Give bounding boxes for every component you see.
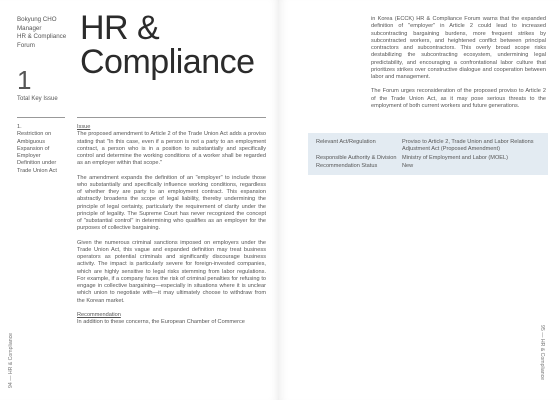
- table-value: New: [402, 163, 414, 169]
- issue-count: 1: [17, 65, 32, 95]
- issue-paragraph: The proposed amendment to Article 2 of the Trade Union Act adds a proviso stating that "In this case, even if a person is not a party to an employment contract, a person who is in a position to substantially and specifically control and determine the working conditions of a worker shall be regarded as an employer within that scope.": [77, 131, 266, 167]
- page-footer-left: 94 — HR & Compliance: [8, 332, 14, 388]
- table-value: Ministry of Employment and Labor (MOEL): [402, 155, 509, 161]
- item-number: 1.: [17, 124, 22, 130]
- author-name: Bokyung CHO: [17, 16, 57, 23]
- table-key: Recommendation Status: [316, 163, 378, 169]
- left-page: [0, 0, 279, 400]
- divider-left: [17, 117, 65, 118]
- issue-paragraph: The amendment expands the definition of an "employer" to include those who substantially and specifically influence working conditions, regardless of whether they are party to an employment contract. This expansion abstractly broadens the scope of legal liability, thereby undermining the principle of legal certainty, particularly the requirement of clarity under the principle of legality. The Supreme Court has never recognized the concept of "substantial control" in determining who qualifies as an employer for the purposes of collective bargaining.: [77, 174, 266, 232]
- issue-body: [77, 124, 266, 333]
- forum-name-line2: Forum: [17, 41, 35, 49]
- summary-table: [308, 133, 548, 175]
- recommendation-continued: [371, 16, 546, 117]
- right-page: [279, 0, 559, 400]
- issue-paragraph: Given the numerous criminal sanctions imposed on employers under the Trade Union Act, this vague and expanded definition may treat business operators as potential criminals and significantly discourage business activity. The impact is particularly severe for foreign-invested companies, which are highly sensitive to legal risks stemming from labor regulations. For example, if a company faces the risk of criminal penalties for refusing to engage in collective bargaining—especially in situations where it is unclear which union to negotiate with—it may ultimately choose to withdraw from the Korean market.: [77, 239, 266, 304]
- recommendation-paragraph: In addition to these concerns, the European Chamber of Commerce: [77, 319, 245, 325]
- item-label: [17, 124, 65, 175]
- table-key: Relevant Act/Regulation: [316, 139, 376, 145]
- issue-count-caption: Total Key Issue: [17, 96, 58, 102]
- item-title: Restriction on Ambiguous Expansion of Employer Definition under Trade Union Act: [17, 131, 57, 174]
- page-footer-right: 95 — HR & Compliance: [539, 325, 545, 381]
- recommendation-paragraph: The Forum urges reconsideration of the proposed proviso to Article 2 of the Trade Union Act, as it may pose serious threats to the employment of both current workers and future generations.: [371, 88, 546, 109]
- table-key: Responsible Authority & Division: [316, 155, 397, 161]
- author-block: [17, 16, 66, 50]
- issue-heading: Issue: [77, 124, 91, 130]
- author-title: Manager: [17, 24, 42, 32]
- forum-name: HR & Compliance: [17, 33, 67, 41]
- recommendation-paragraph: in Korea (ECCK) HR & Compliance Forum warns that the expanded definition of "employer" in Article 2 could lead to increased subcontracting bargaining burdens, more frequent strikes by subcontracted workers, and heightened conflict between principal contractors and subcontractors. This overly broad scope risks destabilizing the subcontracting ecosystem, undermining legal predictability, and encouraging a confrontational labor culture that prioritizes strikes over constructive dialogue and cooperation between labor and management.: [371, 16, 546, 80]
- recommendation-heading: Recommendation: [77, 311, 121, 318]
- page-title-line1: HR &: [80, 9, 160, 47]
- divider-body: [77, 117, 266, 118]
- page-title: [80, 11, 255, 79]
- table-value: Proviso to Article 2, Trade Union and Labor Relations Adjustment Act (Proposed Amendment): [402, 139, 534, 153]
- page-title-line2: Compliance: [80, 43, 255, 81]
